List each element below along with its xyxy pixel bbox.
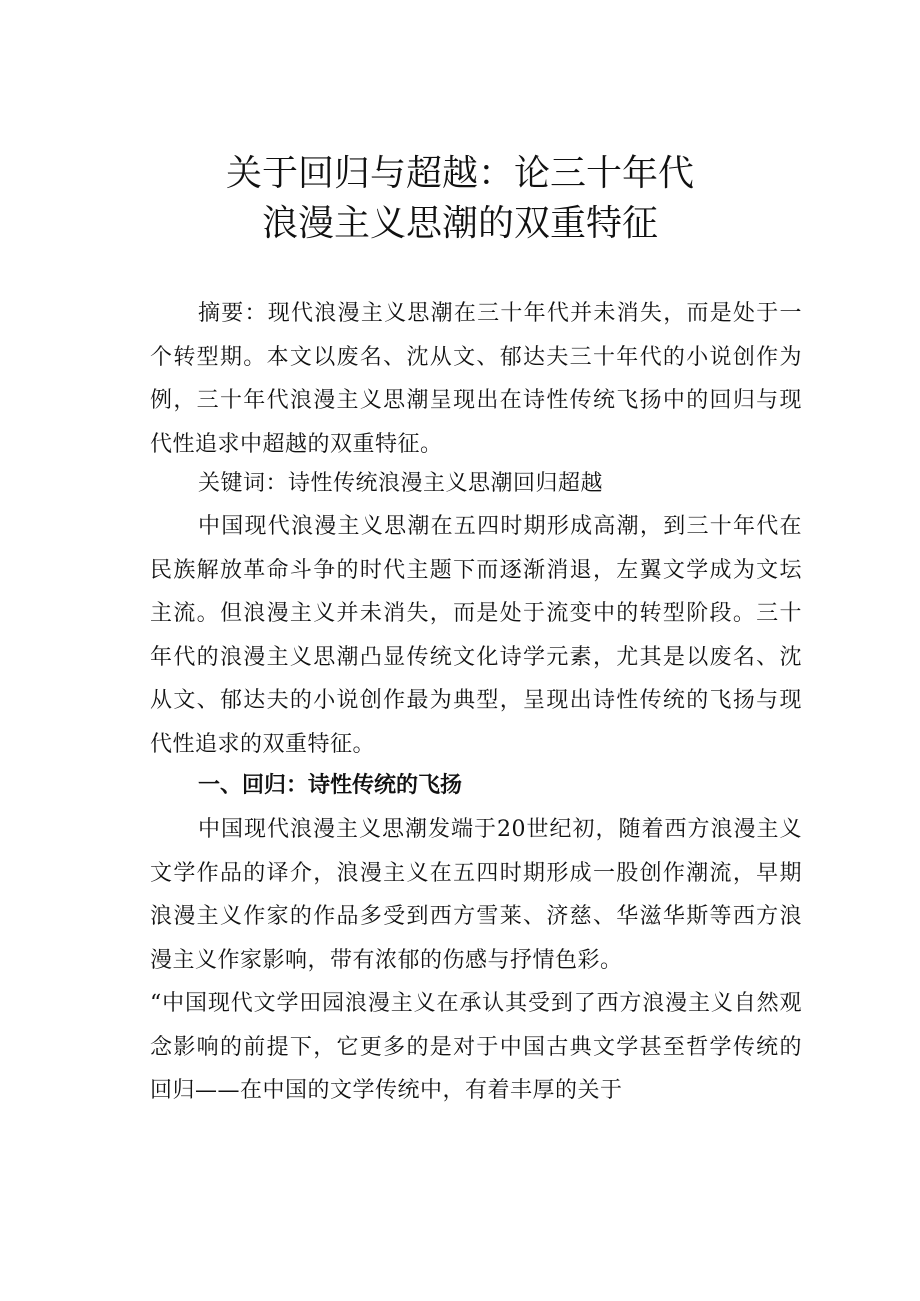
section-one-heading: 一、回归：诗性传统的飞扬 xyxy=(198,773,463,798)
section-one-paragraph: 中国现代浪漫主义思潮发端于20世纪初，随着西方浪漫主义文学作品的译介，浪漫主义在五四时期形成一股创作潮流，早期浪漫主义作家的作品多受到西方雪莱、济慈、华滋华斯等西方浪漫主义作家影响，带有浓郁的伤感与抒情色彩。 xyxy=(150,817,802,973)
intro-paragraph: 中国现代浪漫主义思潮在五四时期形成高潮，到三十年代在民族解放革命斗争的时代主题下而逐渐消退，左翼文学成为文坛主流。但浪漫主义并未消失，而是处于流变中的转型阶段。三十年代的浪漫主义思潮凸显传统文化诗学元素，尤其是以废名、沈从文、郁达夫的小说创作最为典型，呈现出诗性传统的飞扬与现代性追求的双重特征。 xyxy=(150,514,802,757)
title-line-1: 关于回归与超越：论三十年代 xyxy=(225,153,694,194)
keywords-line: 关键词：诗性传统浪漫主义思潮回归超越 xyxy=(198,471,604,496)
title-line-2: 浪漫主义思潮的双重特征 xyxy=(261,203,658,244)
quote-paragraph: “中国现代文学田园浪漫主义在承认其受到了西方浪漫主义自然观念影响的前提下，它更多的是对于中国古典文学甚至哲学传统的回归——在中国的文学传统中，有着丰厚的关于 xyxy=(150,991,802,1103)
abstract-paragraph: 摘要：现代浪漫主义思潮在三十年代并未消失，而是处于一个转型期。本文以废名、沈从文、郁达夫三十年代的小说创作为例，三十年代浪漫主义思潮呈现出在诗性传统飞扬中的回归与现代性追求中超越的双重特征。 xyxy=(150,301,802,457)
